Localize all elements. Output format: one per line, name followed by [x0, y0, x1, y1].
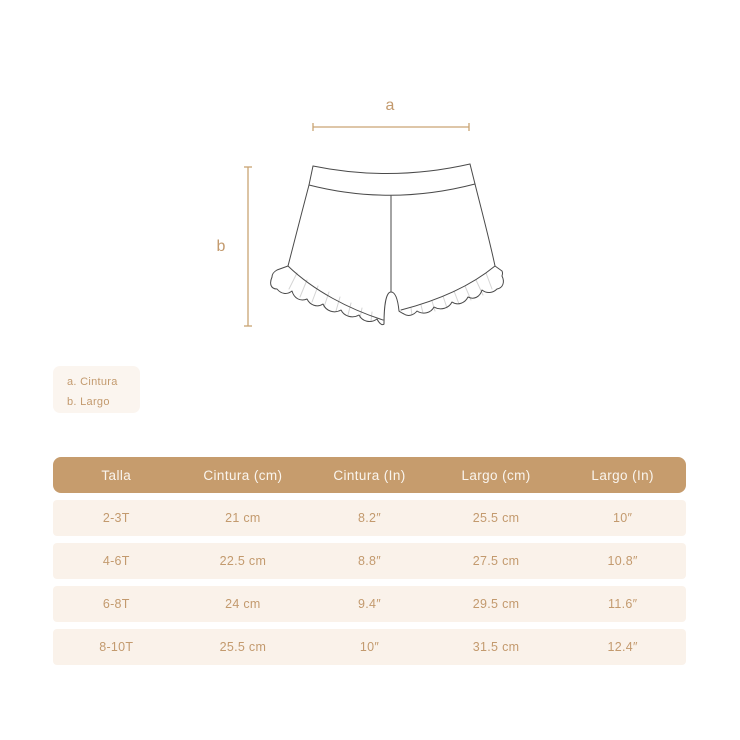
left-ruffle-edge: [271, 277, 384, 325]
col-header-largo-cm: Largo (cm): [461, 467, 531, 483]
table-row: [53, 629, 686, 665]
waistband-left-cap: [309, 166, 313, 185]
left-side-seam: [272, 185, 309, 277]
cell-cintura-cm: 25.5 cm: [219, 640, 267, 654]
right-leg-hem: [401, 266, 495, 310]
col-header-largo-in: Largo (In): [591, 467, 654, 483]
measure-b-label: b: [216, 238, 226, 255]
waistband-bottom-edge: [309, 184, 475, 195]
crotch-notch: [384, 292, 399, 324]
cell-largo-in: 11.6″: [608, 597, 638, 611]
cell-talla: 6-8T: [102, 597, 130, 611]
cell-cintura-in: 8.2″: [357, 511, 381, 525]
waistband-top-edge: [313, 164, 470, 174]
waistband-right-cap: [470, 164, 475, 184]
right-ruffle-edge: [399, 276, 503, 315]
right-side-seam: [475, 184, 503, 276]
cell-largo-cm: 29.5 cm: [472, 597, 520, 611]
cell-largo-cm: 31.5 cm: [472, 640, 520, 654]
col-header-talla: Talla: [101, 467, 132, 483]
cell-cintura-cm: 22.5 cm: [219, 554, 267, 568]
table-row: [53, 500, 686, 536]
cell-cintura-cm: 21 cm: [225, 511, 261, 525]
measure-a-label: a: [385, 97, 395, 114]
legend-item-largo: b. Largo: [67, 396, 110, 408]
cell-talla: 4-6T: [102, 554, 130, 568]
legend-item-cintura: a. Cintura: [67, 376, 118, 388]
table-row: [53, 586, 686, 622]
col-header-cintura-in: Cintura (In): [333, 467, 406, 483]
cell-largo-in: 10.8″: [607, 554, 638, 568]
size-table: [53, 457, 686, 665]
cell-largo-cm: 25.5 cm: [472, 511, 520, 525]
shorts-line-art: [271, 164, 504, 325]
cell-cintura-in: 8.8″: [357, 554, 381, 568]
cell-largo-in: 10″: [613, 511, 633, 525]
table-row: [53, 543, 686, 579]
cell-cintura-cm: 24 cm: [225, 597, 261, 611]
measurement-lines: [244, 123, 469, 326]
measurement-legend: [53, 366, 140, 413]
size-table-header-row: [53, 457, 686, 493]
cell-talla: 2-3T: [102, 511, 130, 525]
cell-largo-cm: 27.5 cm: [472, 554, 520, 568]
cell-cintura-in: 10″: [359, 640, 380, 654]
cell-cintura-in: 9.4″: [357, 597, 381, 611]
cell-largo-in: 12.4″: [607, 640, 638, 654]
cell-talla: 8-10T: [99, 640, 134, 654]
col-header-cintura-cm: Cintura (cm): [203, 467, 283, 483]
